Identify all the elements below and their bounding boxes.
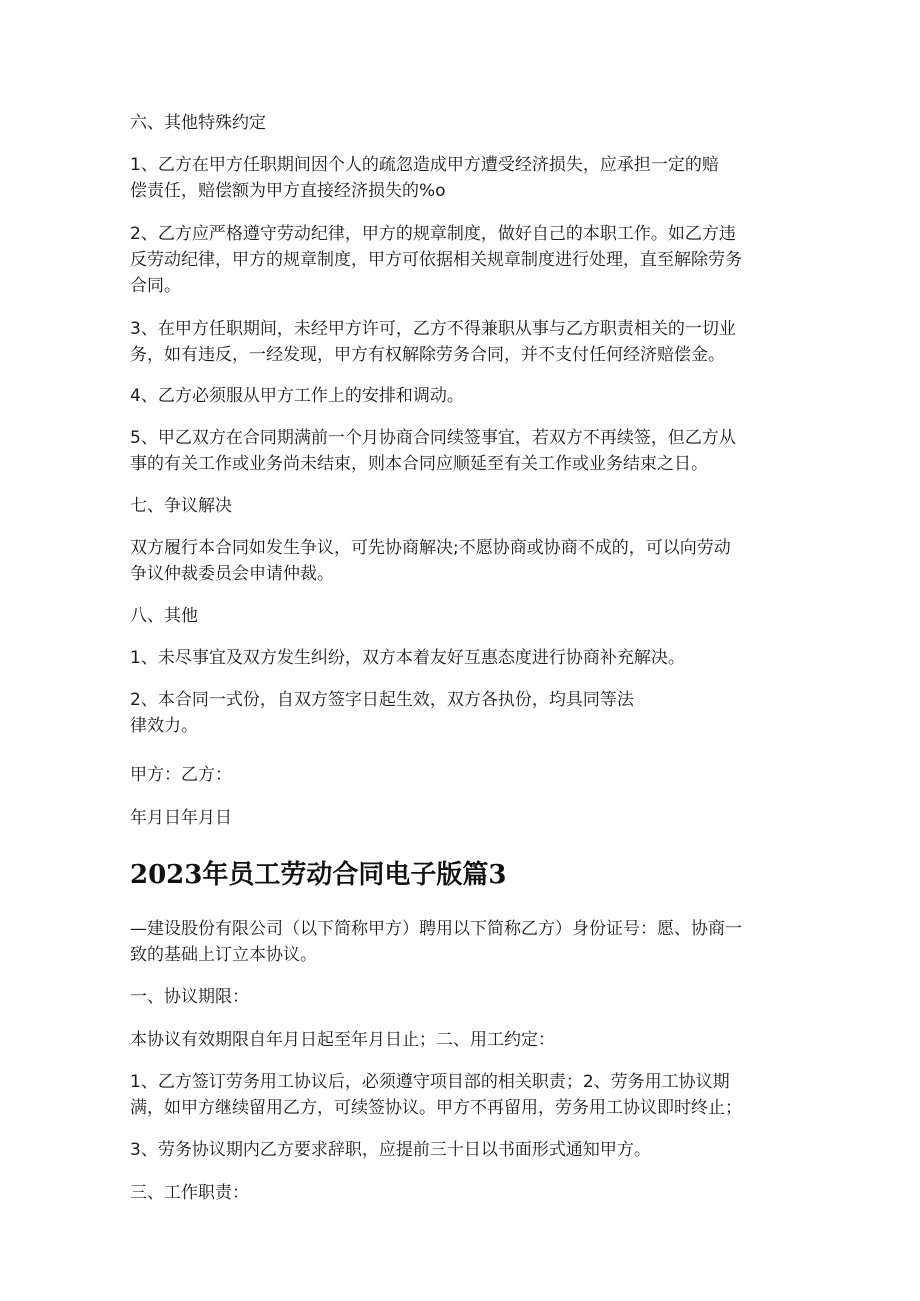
section-6-title: 六、其他特殊约定 <box>130 113 266 133</box>
article-intro <box>130 916 802 968</box>
section-8-title: 八、其他 <box>130 606 198 626</box>
term-title: 一、协议期限： <box>130 987 249 1007</box>
text-line: 1、乙方签订劳务用工协议后，必须遵守项目部的相关职责；2、劳务用工协议期 <box>130 1072 730 1092</box>
text-line: 事的有关工作或业务尚未结束，则本合同应顺延至有关工作或业务结束之日。 <box>130 454 708 474</box>
text-line: 本协议有效期限自年月日起至年月日止；二、用工约定： <box>130 1030 555 1050</box>
text-line: 3、在甲方任职期间，未经甲方许可，乙方不得兼职从事与乙方职责相关的一切业 <box>130 319 736 339</box>
text-line: 1、未尽事宜及双方发生纠纷，双方本着友好互惠态度进行协商补充解决。 <box>130 648 685 668</box>
text-line: 满，如甲方继续留用乙方，可续签协议。甲方不再留用，劳务用工协议即时终止； <box>130 1098 742 1118</box>
text-line: 3、劳务协议期内乙方要求辞职，应提前三十日以书面形式通知甲方。 <box>130 1140 651 1160</box>
section-7-title: 七、争议解决 <box>130 496 232 516</box>
section-8-item-2 <box>130 687 802 739</box>
signature-parties: 甲方：乙方： <box>130 765 232 785</box>
employment-item-3 <box>130 1137 802 1163</box>
signature-dates: 年月日年月日 <box>130 808 232 828</box>
article-heading: 2023年员工劳动合同电子版篇3 <box>130 860 507 890</box>
section-7-body <box>130 535 802 587</box>
section-6-item-5 <box>130 425 802 477</box>
text-line: —建设股份有限公司（以下简称甲方）聘用以下简称乙方）身份证号：愿、协商一 <box>130 919 742 939</box>
section-8-item-1 <box>130 645 802 671</box>
text-line: 1、乙方在甲方任职期间因个人的疏忽造成甲方遭受经济损失，应承担一定的赔 <box>130 155 719 175</box>
text-line: 2、乙方应严格遵守劳动纪律，甲方的规章制度，做好自己的本职工作。如乙方违 <box>130 224 736 244</box>
text-line: 致的基础上订立本协议。 <box>130 945 317 965</box>
text-line: 律效力。 <box>130 716 198 736</box>
section-6-item-3 <box>130 316 802 368</box>
text-line: 偿责任，赔偿额为甲方直接经济损失的%o <box>130 181 446 201</box>
term-body <box>130 1027 802 1053</box>
text-line: 5、甲乙双方在合同期满前一个月协商合同续签事宜，若双方不再续签，但乙方从 <box>130 428 736 448</box>
text-line: 务，如有违反，一经发现，甲方有权解除劳务合同，并不支付任何经济赔偿金。 <box>130 345 725 365</box>
text-line: 2、本合同一式份，自双方签字日起生效，双方各执份，均具同等法 <box>130 690 634 710</box>
text-line: 合同。 <box>130 276 181 296</box>
section-6-item-4 <box>130 383 802 409</box>
text-line: 反劳动纪律，甲方的规章制度，甲方可依据相关规章制度进行处理，直至解除劳务 <box>130 250 742 270</box>
section-6-item-1 <box>130 152 802 204</box>
duty-title: 三、工作职责： <box>130 1183 249 1203</box>
text-line: 双方履行本合同如发生争议，可先协商解决;不愿协商或协商不成的，可以向劳动 <box>130 538 731 558</box>
section-6-item-2 <box>130 221 802 299</box>
text-line: 争议仲裁委员会申请仲裁。 <box>130 564 334 584</box>
employment-item-1-2 <box>130 1069 802 1121</box>
text-line: 4、乙方必须服从甲方工作上的安排和调动。 <box>130 386 464 406</box>
